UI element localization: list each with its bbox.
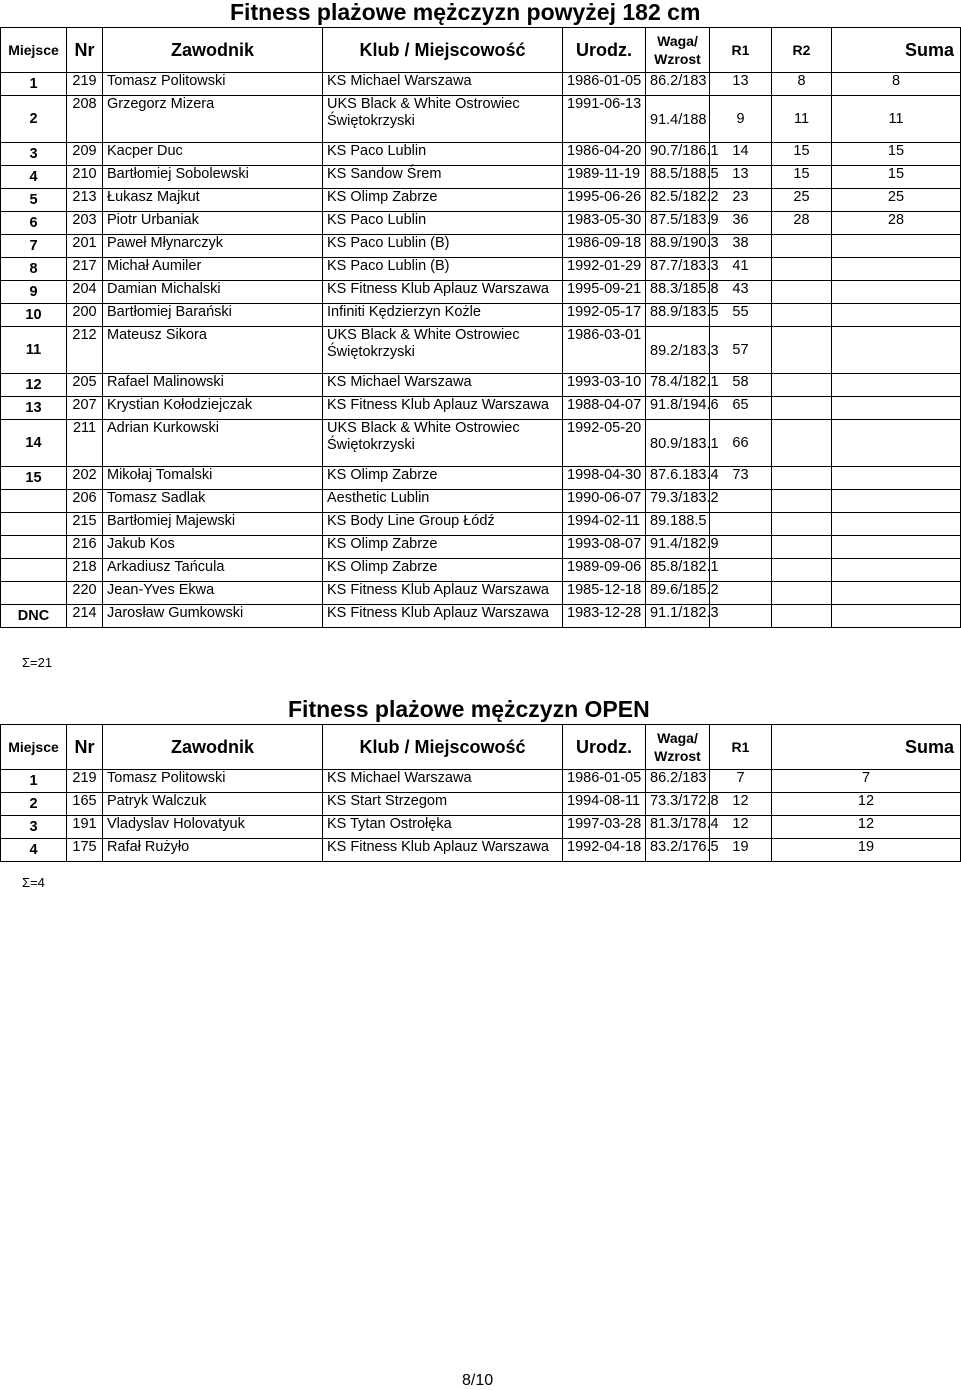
cell-r1 [710,582,772,605]
cell-sum: 15 [832,143,961,166]
header-waga-wzrost: Waga/ Wzrost [646,725,710,770]
table2-title: Fitness plażowe mężczyzn OPEN [288,696,650,722]
cell-r2: 11 [772,96,832,143]
cell-nr: 205 [67,374,103,397]
cell-weight-height: 83.2/176.5 [646,839,710,862]
cell-place: 13 [1,397,67,420]
table-row [1,96,961,143]
cell-r2 [772,559,832,582]
cell-sum: 8 [832,73,961,96]
cell-weight-height: 82.5/182.2 [646,189,710,212]
header-nr: Nr [67,28,103,73]
cell-place: 9 [1,281,67,304]
cell-sum: 12 [772,816,961,839]
table2-header-row [1,725,961,770]
cell-name: Łukasz Majkut [103,189,323,212]
cell-r1: 13 [710,73,772,96]
cell-name: Tomasz Politowski [103,73,323,96]
cell-dob: 1992-01-29 [563,258,646,281]
cell-name: Paweł Młynarczyk [103,235,323,258]
cell-club: KS Fitness Klub Aplauz Warszawa [323,397,563,420]
cell-club: KS Paco Lublin (B) [323,235,563,258]
cell-sum [832,397,961,420]
cell-r1 [710,513,772,536]
cell-nr: 203 [67,212,103,235]
cell-club: KS Sandow Śrem [323,166,563,189]
cell-sum: 28 [832,212,961,235]
cell-club: KS Olimp Zabrze [323,467,563,490]
cell-r2: 25 [772,189,832,212]
cell-r1: 41 [710,258,772,281]
table-row [1,235,961,258]
cell-weight-height: 85.8/182.1 [646,559,710,582]
table-row [1,816,961,839]
cell-nr: 214 [67,605,103,628]
cell-sum [832,420,961,467]
cell-club: KS Olimp Zabrze [323,559,563,582]
cell-nr: 220 [67,582,103,605]
cell-place: 10 [1,304,67,327]
cell-r2 [772,536,832,559]
table-row [1,258,961,281]
header-r2: R2 [772,28,832,73]
cell-weight-height: 89.188.5 [646,513,710,536]
table-row [1,770,961,793]
cell-nr: 175 [67,839,103,862]
cell-nr: 208 [67,96,103,143]
cell-place: 1 [1,73,67,96]
cell-name: Adrian Kurkowski [103,420,323,467]
table-row [1,839,961,862]
cell-name: Piotr Urbaniak [103,212,323,235]
cell-dob: 1994-02-11 [563,513,646,536]
cell-name: Arkadiusz Tańcula [103,559,323,582]
cell-club: KS Fitness Klub Aplauz Warszawa [323,281,563,304]
cell-place: 1 [1,770,67,793]
header-klub: Klub / Miejscowość [323,725,563,770]
table-row [1,420,961,467]
cell-r2 [772,304,832,327]
cell-dob: 1986-03-01 [563,327,646,374]
cell-dob: 1989-11-19 [563,166,646,189]
cell-club: KS Body Line Group Łódź [323,513,563,536]
cell-weight-height: 87.6.183.4 [646,467,710,490]
cell-r1: 19 [710,839,772,862]
header-miejsce: Miejsce [1,28,67,73]
cell-r1: 58 [710,374,772,397]
header-zawodnik: Zawodnik [103,725,323,770]
cell-sum [832,582,961,605]
cell-r1: 12 [710,793,772,816]
cell-sum [832,536,961,559]
cell-sum: 12 [772,793,961,816]
cell-sum: 25 [832,189,961,212]
cell-r1: 66 [710,420,772,467]
cell-club: KS Paco Lublin [323,143,563,166]
results-table-open [0,724,961,862]
cell-dob: 1983-12-28 [563,605,646,628]
cell-sum [832,235,961,258]
cell-sum: 7 [772,770,961,793]
cell-dob: 1993-03-10 [563,374,646,397]
table-row [1,73,961,96]
table-row [1,374,961,397]
cell-sum: 19 [772,839,961,862]
cell-place [1,582,67,605]
cell-nr: 209 [67,143,103,166]
table-row [1,582,961,605]
cell-r2: 8 [772,73,832,96]
cell-club: KS Michael Warszawa [323,374,563,397]
cell-dob: 1985-12-18 [563,582,646,605]
cell-r2 [772,374,832,397]
table2-count: Σ=4 [22,875,45,890]
cell-place: 8 [1,258,67,281]
cell-weight-height: 87.7/183.3 [646,258,710,281]
cell-r1: 12 [710,816,772,839]
cell-dob: 1997-03-28 [563,816,646,839]
cell-weight-height: 90.7/186.1 [646,143,710,166]
table-row [1,397,961,420]
header-zawodnik: Zawodnik [103,28,323,73]
cell-place [1,513,67,536]
table-row [1,327,961,374]
cell-r2 [772,605,832,628]
cell-weight-height: 88.5/188.5 [646,166,710,189]
cell-weight-height: 88.9/183.5 [646,304,710,327]
cell-club: KS Olimp Zabrze [323,536,563,559]
cell-dob: 1983-05-30 [563,212,646,235]
header-miejsce: Miejsce [1,725,67,770]
cell-club: KS Fitness Klub Aplauz Warszawa [323,582,563,605]
cell-r1 [710,536,772,559]
cell-dob: 1986-01-05 [563,770,646,793]
cell-sum [832,490,961,513]
cell-nr: 201 [67,235,103,258]
cell-nr: 217 [67,258,103,281]
header-waga-wzrost: Waga/ Wzrost [646,28,710,73]
header-r1: R1 [710,725,772,770]
cell-place: DNC [1,605,67,628]
cell-weight-height: 86.2/183 [646,770,710,793]
cell-r1: 7 [710,770,772,793]
cell-name: Bartłomiej Barański [103,304,323,327]
cell-weight-height: 79.3/183.2 [646,490,710,513]
cell-club: KS Fitness Klub Aplauz Warszawa [323,605,563,628]
cell-name: Michał Aumiler [103,258,323,281]
table-row [1,304,961,327]
table-row [1,189,961,212]
cell-weight-height: 91.4/188 [646,96,710,143]
cell-r2 [772,281,832,304]
cell-nr: 219 [67,770,103,793]
cell-dob: 1990-06-07 [563,490,646,513]
cell-club: UKS Black & White Ostrowiec Świętokrzyski [323,327,563,374]
cell-nr: 211 [67,420,103,467]
cell-name: Rafał Rużyło [103,839,323,862]
cell-name: Mikołaj Tomalski [103,467,323,490]
cell-weight-height: 91.8/194.6 [646,397,710,420]
cell-r2: 15 [772,143,832,166]
cell-r1: 55 [710,304,772,327]
cell-sum [832,327,961,374]
cell-club: KS Michael Warszawa [323,73,563,96]
table-row [1,143,961,166]
cell-nr: 200 [67,304,103,327]
cell-r2 [772,582,832,605]
cell-dob: 1986-04-20 [563,143,646,166]
cell-place: 14 [1,420,67,467]
cell-dob: 1993-08-07 [563,536,646,559]
table-row [1,559,961,582]
cell-name: Patryk Walczuk [103,793,323,816]
cell-dob: 1994-08-11 [563,793,646,816]
cell-name: Jean-Yves Ekwa [103,582,323,605]
cell-club: KS Paco Lublin (B) [323,258,563,281]
table-row [1,281,961,304]
cell-sum [832,258,961,281]
cell-name: Rafael Malinowski [103,374,323,397]
cell-name: Bartłomiej Sobolewski [103,166,323,189]
table-row [1,212,961,235]
cell-r1: 38 [710,235,772,258]
cell-r2 [772,327,832,374]
cell-place: 15 [1,467,67,490]
cell-sum [832,559,961,582]
cell-r2 [772,235,832,258]
cell-name: Krystian Kołodziejczak [103,397,323,420]
header-urodz: Urodz. [563,725,646,770]
cell-weight-height: 86.2/183 [646,73,710,96]
cell-dob: 1989-09-06 [563,559,646,582]
cell-nr: 216 [67,536,103,559]
cell-dob: 1991-06-13 [563,96,646,143]
table-row [1,793,961,816]
header-klub: Klub / Miejscowość [323,28,563,73]
cell-club: KS Paco Lublin [323,212,563,235]
cell-name: Damian Michalski [103,281,323,304]
cell-weight-height: 73.3/172.8 [646,793,710,816]
cell-weight-height: 78.4/182.1 [646,374,710,397]
cell-club: KS Start Strzegom [323,793,563,816]
cell-dob: 1986-09-18 [563,235,646,258]
cell-place [1,490,67,513]
cell-r2 [772,467,832,490]
table-row [1,513,961,536]
table-row [1,166,961,189]
table-row [1,536,961,559]
cell-place: 2 [1,96,67,143]
cell-r1: 65 [710,397,772,420]
cell-place: 3 [1,816,67,839]
cell-nr: 207 [67,397,103,420]
cell-r1: 9 [710,96,772,143]
cell-r1: 57 [710,327,772,374]
cell-r1: 23 [710,189,772,212]
cell-place: 7 [1,235,67,258]
cell-dob: 1995-09-21 [563,281,646,304]
cell-weight-height: 87.5/183.9 [646,212,710,235]
cell-place: 3 [1,143,67,166]
cell-weight-height: 91.1/182.3 [646,605,710,628]
cell-r2: 28 [772,212,832,235]
cell-r1 [710,605,772,628]
table1-count: Σ=21 [22,655,53,670]
cell-r2 [772,420,832,467]
table-row [1,467,961,490]
cell-name: Mateusz Sikora [103,327,323,374]
cell-nr: 212 [67,327,103,374]
cell-name: Kacper Duc [103,143,323,166]
cell-name: Vladyslav Holovatyuk [103,816,323,839]
cell-club: KS Michael Warszawa [323,770,563,793]
cell-weight-height: 89.2/183.3 [646,327,710,374]
cell-r2 [772,397,832,420]
cell-r1: 43 [710,281,772,304]
cell-dob: 1998-04-30 [563,467,646,490]
cell-r1: 36 [710,212,772,235]
table-row [1,490,961,513]
cell-r2: 15 [772,166,832,189]
header-urodz: Urodz. [563,28,646,73]
cell-place: 4 [1,166,67,189]
cell-name: Tomasz Sadlak [103,490,323,513]
cell-weight-height: 81.3/178.4 [646,816,710,839]
cell-sum: 11 [832,96,961,143]
cell-name: Grzegorz Mizera [103,96,323,143]
cell-r2 [772,490,832,513]
table1-title: Fitness plażowe mężczyzn powyżej 182 cm [230,0,701,25]
cell-place: 2 [1,793,67,816]
cell-nr: 210 [67,166,103,189]
cell-weight-height: 89.6/185.2 [646,582,710,605]
cell-weight-height: 88.9/190.3 [646,235,710,258]
cell-nr: 219 [67,73,103,96]
cell-nr: 165 [67,793,103,816]
cell-name: Bartłomiej Majewski [103,513,323,536]
cell-club: KS Fitness Klub Aplauz Warszawa [323,839,563,862]
table1-header-row [1,28,961,73]
table-row [1,605,961,628]
cell-place: 4 [1,839,67,862]
cell-dob: 1992-05-17 [563,304,646,327]
cell-dob: 1986-01-05 [563,73,646,96]
cell-sum [832,304,961,327]
cell-r1: 13 [710,166,772,189]
header-nr: Nr [67,725,103,770]
header-suma: Suma [772,725,961,770]
cell-dob: 1992-04-18 [563,839,646,862]
header-r1: R1 [710,28,772,73]
cell-nr: 213 [67,189,103,212]
cell-r2 [772,513,832,536]
cell-nr: 204 [67,281,103,304]
cell-place: 12 [1,374,67,397]
cell-sum [832,281,961,304]
cell-club: UKS Black & White Ostrowiec Świętokrzyski [323,96,563,143]
cell-club: UKS Black & White Ostrowiec Świętokrzyski [323,420,563,467]
cell-nr: 215 [67,513,103,536]
cell-dob: 1988-04-07 [563,397,646,420]
cell-sum [832,374,961,397]
cell-nr: 218 [67,559,103,582]
cell-place: 11 [1,327,67,374]
cell-sum [832,605,961,628]
cell-name: Tomasz Politowski [103,770,323,793]
cell-dob: 1992-05-20 [563,420,646,467]
cell-weight-height: 88.3/185.8 [646,281,710,304]
results-table-182 [0,27,961,628]
cell-r1 [710,490,772,513]
page-number: 8/10 [462,1372,494,1389]
cell-place: 5 [1,189,67,212]
cell-nr: 202 [67,467,103,490]
cell-weight-height: 80.9/183.1 [646,420,710,467]
cell-club: Aesthetic Lublin [323,490,563,513]
cell-club: Infiniti Kędzierzyn Kożle [323,304,563,327]
cell-name: Jarosław Gumkowski [103,605,323,628]
cell-sum: 15 [832,166,961,189]
cell-r1: 14 [710,143,772,166]
cell-club: KS Tytan Ostrołęka [323,816,563,839]
cell-nr: 206 [67,490,103,513]
cell-place: 6 [1,212,67,235]
cell-club: KS Olimp Zabrze [323,189,563,212]
cell-r1: 73 [710,467,772,490]
cell-sum [832,513,961,536]
cell-place [1,536,67,559]
cell-place [1,559,67,582]
cell-r2 [772,258,832,281]
cell-dob: 1995-06-26 [563,189,646,212]
cell-sum [832,467,961,490]
cell-r1 [710,559,772,582]
cell-weight-height: 91.4/182.9 [646,536,710,559]
cell-nr: 191 [67,816,103,839]
cell-name: Jakub Kos [103,536,323,559]
header-suma: Suma [832,28,961,73]
